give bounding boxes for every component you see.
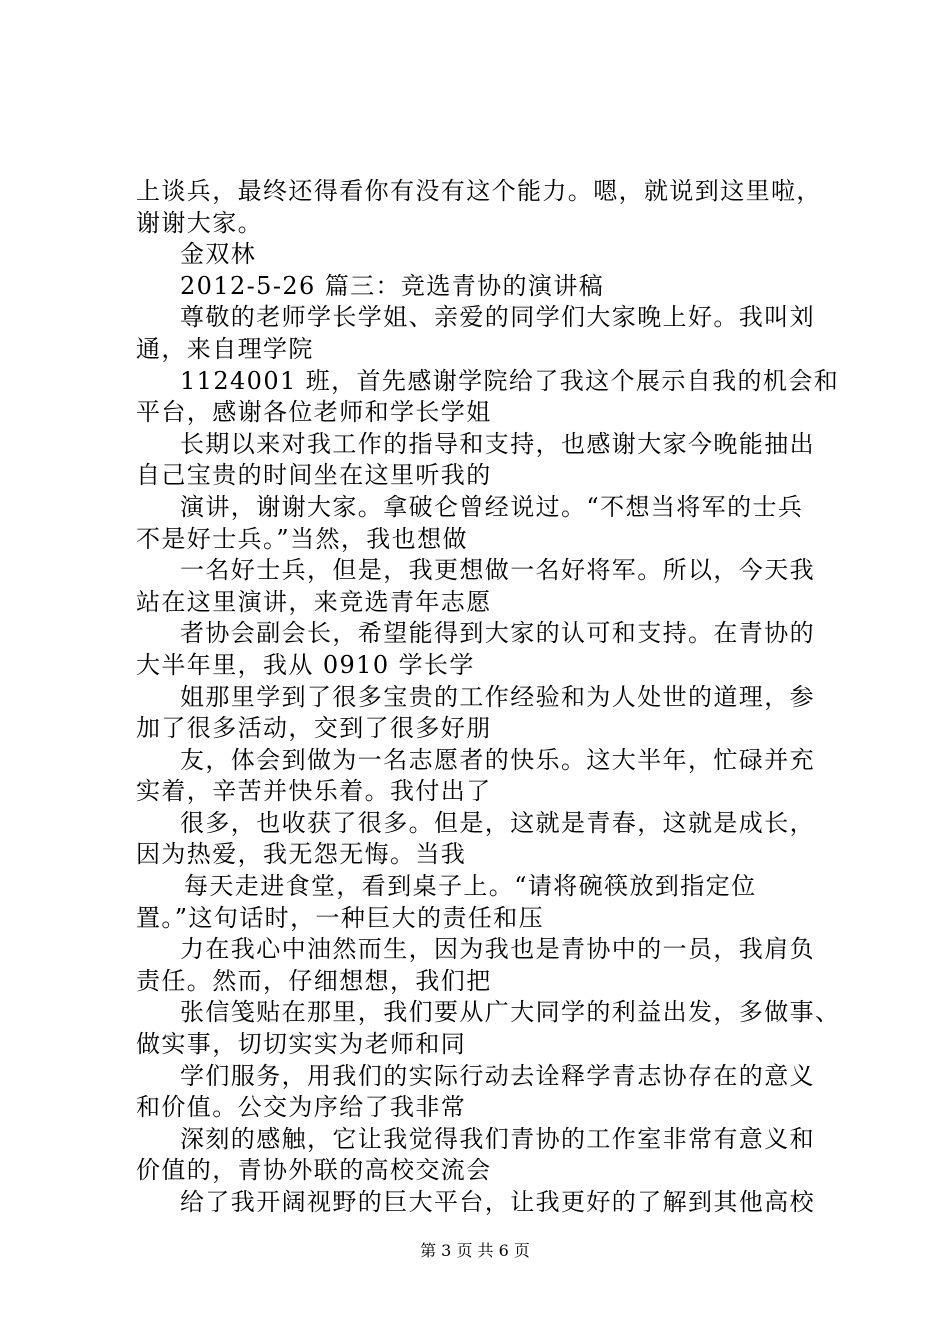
text-line: 一名好士兵，但是，我更想做一名好将军。所以，今天我 xyxy=(180,556,815,585)
text-line: 友，体会到做为一名志愿者的快乐。这大半年，忙碌并充 xyxy=(180,745,815,774)
text-line: 和价值。公交为序给了我非常 xyxy=(136,1093,467,1122)
page-number-footer: 第 3 页 共 6 页 xyxy=(420,1241,530,1260)
text-line: 平台，感谢各位老师和学长学姐 xyxy=(136,398,492,427)
text-line: 姐那里学到了很多宝贵的工作经验和为人处世的道理，参 xyxy=(180,682,815,711)
document-body xyxy=(136,176,841,1219)
text-line: 很多，也收获了很多。但是，这就是青春，这就是成长， xyxy=(180,808,815,837)
text-line: 谢谢大家。 xyxy=(136,208,263,237)
text-line: 自己宝贵的时间坐在这里听我的 xyxy=(136,461,492,490)
text-line: 置。”这句话时，一种巨大的责任和压 xyxy=(136,903,545,932)
text-line: 大半年里，我从 0910 学长学 xyxy=(136,650,475,679)
text-line: 站在这里演讲，来竞选青年志愿 xyxy=(136,587,492,616)
text-line: 实着，辛苦并快乐着。我付出了 xyxy=(136,777,492,806)
text-line: 价值的，青协外联的高校交流会 xyxy=(136,1156,492,1185)
text-line: 加了很多活动，交到了很多好朋 xyxy=(136,714,492,743)
text-line: 尊敬的老师学长学姐、亲爱的同学们大家晚上好。我叫刘 xyxy=(180,303,815,332)
text-line: 上谈兵，最终还得看你有没有这个能力。嗯，就说到这里啦， xyxy=(136,177,822,205)
text-line: 1124001 班，首先感谢学院给了我这个展示自我的机会和 xyxy=(180,366,840,395)
text-line: 深刻的感触，它让我觉得我们青协的工作室非常有意义和 xyxy=(180,1124,815,1153)
text-line: 做实事，切切实实为老师和同 xyxy=(136,1030,467,1059)
text-line: 张信笺贴在那里，我们要从广大同学的利益出发，多做事、 xyxy=(180,998,841,1027)
section-heading: 2012-5-26 篇三：竞选青协的演讲稿 xyxy=(180,271,605,300)
text-line: 学们服务，用我们的实际行动去诠释学青志协存在的意义 xyxy=(180,1061,815,1090)
signature-name: 金双林 xyxy=(180,240,257,269)
text-line: 给了我开阔视野的巨大平台，让我更好的了解到其他高校 xyxy=(180,1188,815,1216)
text-line: 者协会副会长，希望能得到大家的认可和支持。在青协的 xyxy=(180,619,815,648)
text-line: 演讲，谢谢大家。拿破仑曾经说过。“不想当将军的士兵 xyxy=(180,492,804,521)
text-line: 责任。然而，仔细想想，我们把 xyxy=(136,966,492,995)
text-line: 力在我心中油然而生，因为我也是青协中的一员，我肩负 xyxy=(180,935,815,964)
text-line: 通，来自理学院 xyxy=(136,334,314,363)
text-line: 长期以来对我工作的指导和支持，也感谢大家今晚能抽出 xyxy=(180,429,815,458)
text-line: 每天走进食堂，看到桌子上。“请将碗筷放到指定位 xyxy=(184,872,757,901)
text-line: 不是好士兵。”当然，我也想做 xyxy=(136,524,468,553)
text-line: 因为热爱，我无怨无悔。当我 xyxy=(136,840,467,869)
